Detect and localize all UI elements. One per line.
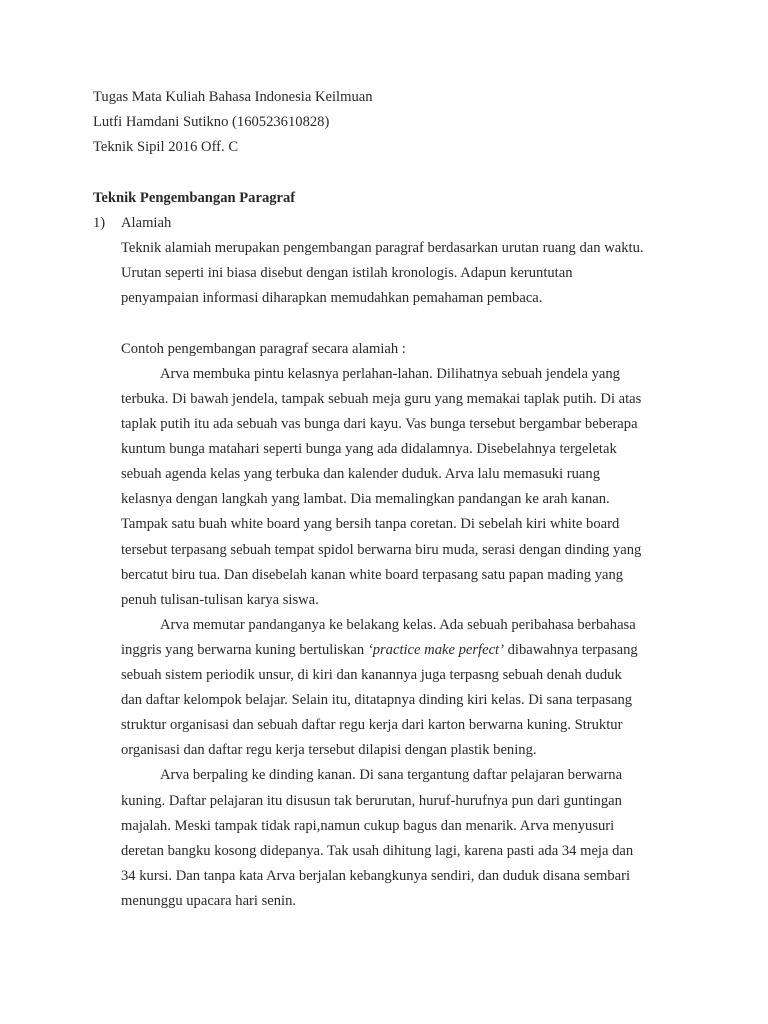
paragraph-line: tersebut terpasang sebuah tempat spidol berwarna biru muda, serasi dengan dinding yang	[121, 542, 642, 558]
paragraph-line: majalah. Meski tampak tidak rapi,namun cukup bagus dan menarik. Arva menyusuri	[121, 818, 615, 834]
paragraph-line: sebuah agenda kelas yang terbuka dan kalender duduk. Arva lalu memasuki ruang	[121, 466, 600, 482]
paragraph-line: dan daftar kelompok belajar. Selain itu, ditatapnya dinding kiri kelas. Di sana terpasang	[121, 692, 633, 708]
paragraph-line: kuning. Daftar pelajaran itu disusun tak berurutan, huruf-hurufnya pun dari guntingan	[121, 793, 622, 809]
paragraph-line: Arva membuka pintu kelasnya perlahan-lahan. Dilihatnya sebuah jendela yang	[160, 366, 620, 382]
header-class: Teknik Sipil 2016 Off. C	[93, 139, 239, 155]
intro-line: Teknik alamiah merupakan pengembangan paragraf berdasarkan urutan ruang dan waktu.	[121, 240, 644, 256]
paragraph-line: kelasnya dengan langkah yang lambat. Dia memalingkan pandangan ke arah kanan.	[121, 491, 610, 507]
paragraph-line: taplak putih itu ada sebuah vas bunga dari kayu. Vas bunga tersebut bergambar beberapa	[121, 416, 638, 432]
paragraph-line: deretan bangku kosong didepanya. Tak usah dihitung lagi, karena pasti ada 34 meja dan	[121, 843, 634, 859]
paragraph-line: Arva berpaling ke dinding kanan. Di sana tergantung daftar pelajaran berwarna	[160, 767, 623, 783]
paragraph-line: menunggu upacara hari senin.	[121, 893, 297, 909]
example-label: Contoh pengembangan paragraf secara alamiah :	[121, 341, 406, 357]
paragraph-line: struktur organisasi dan sebuah daftar regu kerja dari karton berwarna kuning. Struktur	[121, 717, 623, 733]
paragraph-line: organisasi dan daftar regu kerja tersebut dilapisi dengan plastik bening.	[121, 742, 537, 758]
header-student: Lutfi Hamdani Sutikno (160523610828)	[93, 114, 330, 130]
paragraph-line: sebuah sistem periodik unsur, di kiri dan kanannya juga terpasng sebuah denah duduk	[121, 667, 622, 683]
paragraph-line	[121, 641, 638, 659]
text-run: inggris yang berwarna kuning bertuliskan	[121, 642, 368, 658]
item-number: 1)	[93, 215, 106, 231]
paragraph-line: penuh tulisan-tulisan karya siswa.	[121, 592, 319, 608]
paragraph-line: Tampak satu buah white board yang bersih tanpa coretan. Di sebelah kiri white board	[121, 516, 620, 532]
item-title: Alamiah	[121, 215, 172, 231]
section-title: Teknik Pengembangan Paragraf	[93, 190, 296, 206]
paragraph-line: 34 kursi. Dan tanpa kata Arva berjalan kebangkunya sendiri, dan duduk disana sembari	[121, 868, 631, 884]
intro-line: penyampaian informasi diharapkan memudahkan pemahaman pembaca.	[121, 290, 543, 306]
paragraph-line: Arva memutar pandanganya ke belakang kelas. Ada sebuah peribahasa berbahasa	[160, 617, 636, 633]
paragraph-line: kuntum bunga matahari seperti bunga yang ada didalamnya. Disebelahnya tergeletak	[121, 441, 617, 457]
paragraph-line: bercatut biru tua. Dan disebelah kanan white board terpasang satu papan mading yang	[121, 567, 624, 583]
paragraph-line: terbuka. Di bawah jendela, tampak sebuah meja guru yang memakai taplak putih. Di atas	[121, 391, 642, 407]
text-run: dibawahnya terpasang	[503, 642, 638, 658]
intro-line: Urutan seperti ini biasa disebut dengan istilah kronologis. Adapun keruntutan	[121, 265, 573, 281]
header-course: Tugas Mata Kuliah Bahasa Indonesia Keilmuan	[93, 89, 373, 105]
quoted-phrase: ‘practice make perfect’	[367, 642, 504, 658]
